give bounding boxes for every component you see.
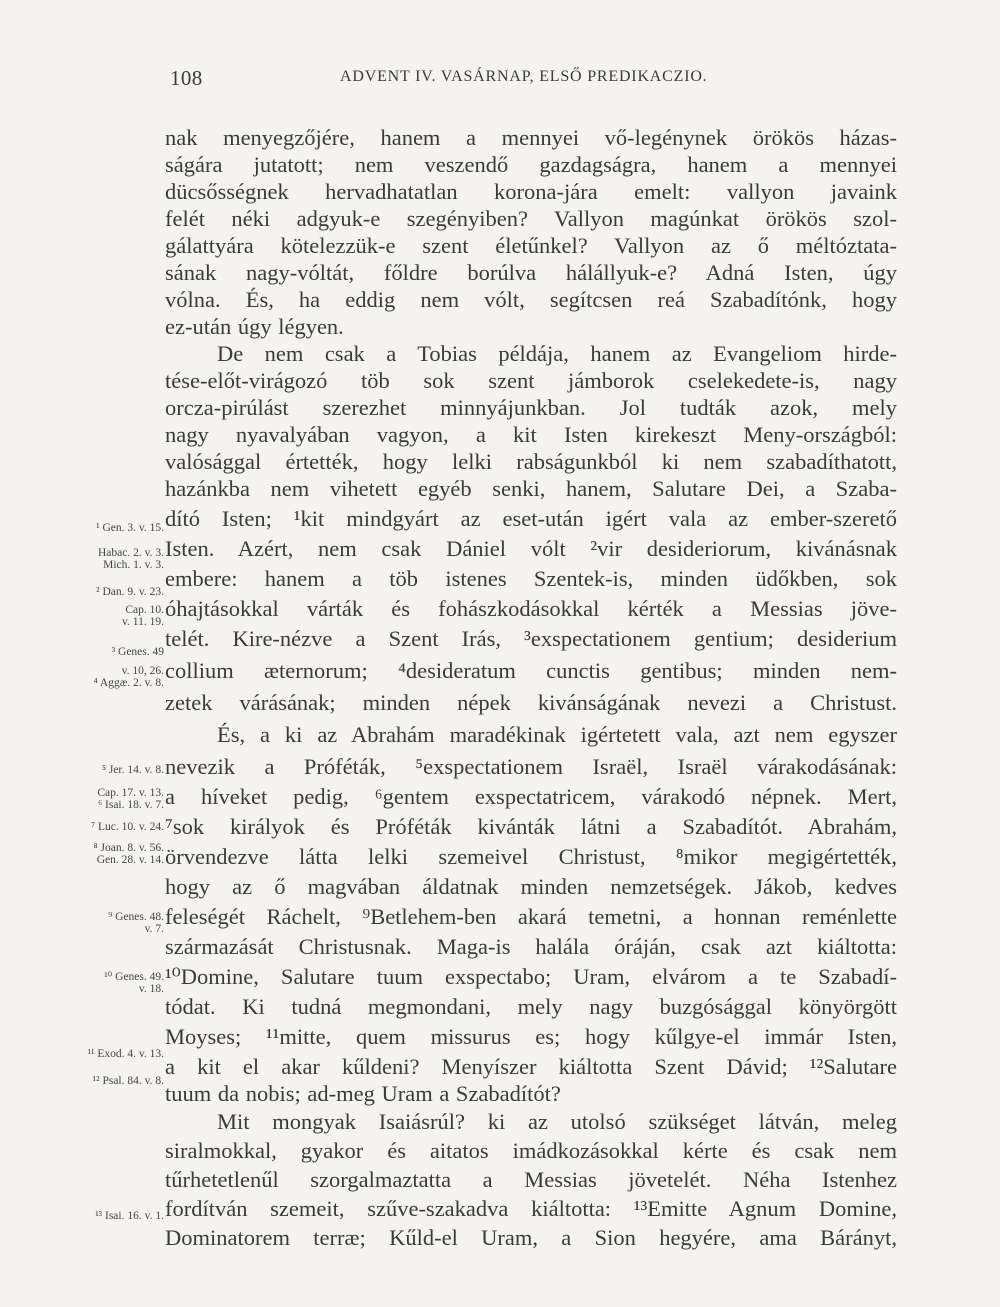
text-line: feleségét Ráchelt, ⁹Betlehem-ben akará temetni, a honnan reménlette <box>165 904 897 929</box>
text-line: tuum da nobis; ad-meg Uram a Szabadítót? <box>165 1081 561 1106</box>
text-line: vólna. És, ha eddig nem vólt, segítcsen reá Szabadítónk, hogy <box>165 287 897 312</box>
text-line: ¹⁰Domine, Salutare tuum exspectabo; Uram, elvárom a te Szabadí- <box>165 964 897 989</box>
margin-note: Cap. 10. v. 11. 19. <box>122 604 164 628</box>
text-line: És, a ki az Abrahám maradékinak igértetett vala, azt nem egyszer <box>217 722 897 747</box>
text-line: De nem csak a Tobias példája, hanem az Evangeliom hirde- <box>217 341 897 366</box>
text-line: nak menyegzőjére, hanem a mennyei vő-legénynek örökös házas- <box>165 125 897 150</box>
margin-note: ¹³ Isai. 16. v. 1. <box>95 1210 164 1222</box>
text-line: sának nagy-vóltát, főldre borúlva hálállyuk-e? Adná Isten, úgy <box>165 260 897 285</box>
text-line: a híveket pedig, ⁶gentem exspectatricem, várakodó népnek. Mert, <box>165 784 897 809</box>
text-line: hogy az ő magvában áldatnak minden nemzetségek. Jákob, kedves <box>165 874 897 899</box>
margin-note: ¹¹ Exod. 4. v. 13. <box>87 1048 164 1060</box>
text-line: nagy nyavalyában vagyon, a kit Isten kirekeszt Meny-országból: <box>165 422 897 447</box>
text-line: siralmokkal, gyakor és aitatos imádkozásokkal kérte és csak nem <box>165 1138 897 1163</box>
running-title: ADVENT IV. VASÁRNAP, ELSŐ PREDIKACZIO. <box>340 68 708 85</box>
page-header <box>170 66 870 94</box>
margin-note: ³ Genes. 49 <box>111 646 164 658</box>
text-line: Mit mongyak Isaiásrúl? ki az utolsó szükséget látván, meleg <box>217 1109 897 1134</box>
text-line: nevezik a Próféták, ⁵exspectationem Israël, Israël várakodásának: <box>165 754 897 779</box>
text-line: ⁷sok királyok és Próféták kivánták látni a Szabadítót. Abrahám, <box>165 814 897 839</box>
text-line: hazánkba nem vihetett egyéb senki, hanem, Salutare Dei, a Szaba- <box>165 476 897 501</box>
margin-note: Habac. 2. v. 3. Mich. 1. v. 3. <box>98 547 164 571</box>
text-line: valósággal értették, hogy lelki rabságunkból ki nem szabadíthatott, <box>165 449 897 474</box>
margin-note: ⁸ Joan. 8. v. 56. Gen. 28. v. 14. <box>93 842 164 866</box>
text-line: Isten. Azért, nem csak Dániel vólt ²vir desideriorum, kivánásnak <box>165 536 897 561</box>
margin-note: ⁵ Jer. 14. v. 8. <box>101 764 164 776</box>
text-line: Dominatorem terræ; Kűld-el Uram, a Sion hegyére, ama Bárányt, <box>165 1225 897 1250</box>
text-line: tűrhetetlenűl szorgalmaztatta a Messias jövetelét. Néha Istenhez <box>165 1167 897 1192</box>
margin-note: ¹ Gen. 3. v. 15. <box>96 522 164 534</box>
text-line: származását Christusnak. Maga-is halála óráján, csak azt kiáltotta: <box>165 934 897 959</box>
margin-note: ⁹ Genes. 48. v. 7. <box>108 911 164 935</box>
text-line: tése-előt-virágozó töb sok szent jámborok cselekedete-is, nagy <box>165 368 897 393</box>
text-line: fordítván szemeit, szűve-szakadva kiáltotta: ¹³Emitte Agnum Domine, <box>165 1196 897 1221</box>
margin-note: ¹² Psal. 84. v. 8. <box>92 1075 164 1087</box>
text-line: collium æternorum; ⁴desideratum cunctis gentibus; minden nem- <box>165 658 897 683</box>
margin-note: ¹⁰ Genes. 49. v. 18. <box>104 971 164 995</box>
text-line: telét. Kire-nézve a Szent Irás, ³exspectationem gentium; desiderium <box>165 626 897 651</box>
text-line: örvendezve látta lelki szemeivel Christust, ⁸mikor megigértették, <box>165 844 897 869</box>
margin-note: Cap. 17. v. 13. ⁶ Isai. 18. v. 7. <box>97 787 164 811</box>
text-line: ságára jutatott; nem veszendő gazdagságra, hanem a mennyei <box>165 152 897 177</box>
text-line: zetek várásának; minden népek kivánságának nevezi a Christust. <box>165 690 897 715</box>
text-line: gálattyára kötelezzük-e szent életűnkel? Vallyon az ő méltóztata- <box>165 233 897 258</box>
text-line: tódat. Ki tudná megmondani, mely nagy buzgósággal könyörgött <box>165 994 897 1019</box>
page-number: 108 <box>170 66 203 90</box>
margin-note: ⁷ Luc. 10. v. 24. <box>91 821 164 833</box>
text-line: felét néki adgyuk-e szegényiben? Vallyon magúnkat örökös szol- <box>165 206 897 231</box>
text-line: dücsősségnek hervadhatatlan korona-jára emelt: vallyon javaink <box>165 179 897 204</box>
text-line: a kit el akar kűldeni? Menyíszer kiáltotta Szent Dávid; ¹²Salutare <box>165 1054 897 1079</box>
margin-note: ² Dan. 9. v. 23. <box>96 586 164 598</box>
text-line: orcza-pirúlást szerezhet minnyájunkban. Jol tudták azok, mely <box>165 395 897 420</box>
text-line: ez-után úgy légyen. <box>165 314 344 339</box>
text-line: Moyses; ¹¹mitte, quem missurus es; hogy kűlgye-el immár Isten, <box>165 1024 897 1049</box>
text-line: embere: hanem a töb istenes Szentek-is, minden üdőkben, sok <box>165 566 897 591</box>
text-line: dító Isten; ¹kit mindgyárt az eset-után igért vala az ember-szerető <box>165 506 897 531</box>
text-line: óhajtásokkal várták és fohászkodásokkal kérték a Messias jöve- <box>165 596 897 621</box>
margin-note: v. 10, 26. ⁴ Aggæ. 2. v. 8. <box>93 665 164 689</box>
